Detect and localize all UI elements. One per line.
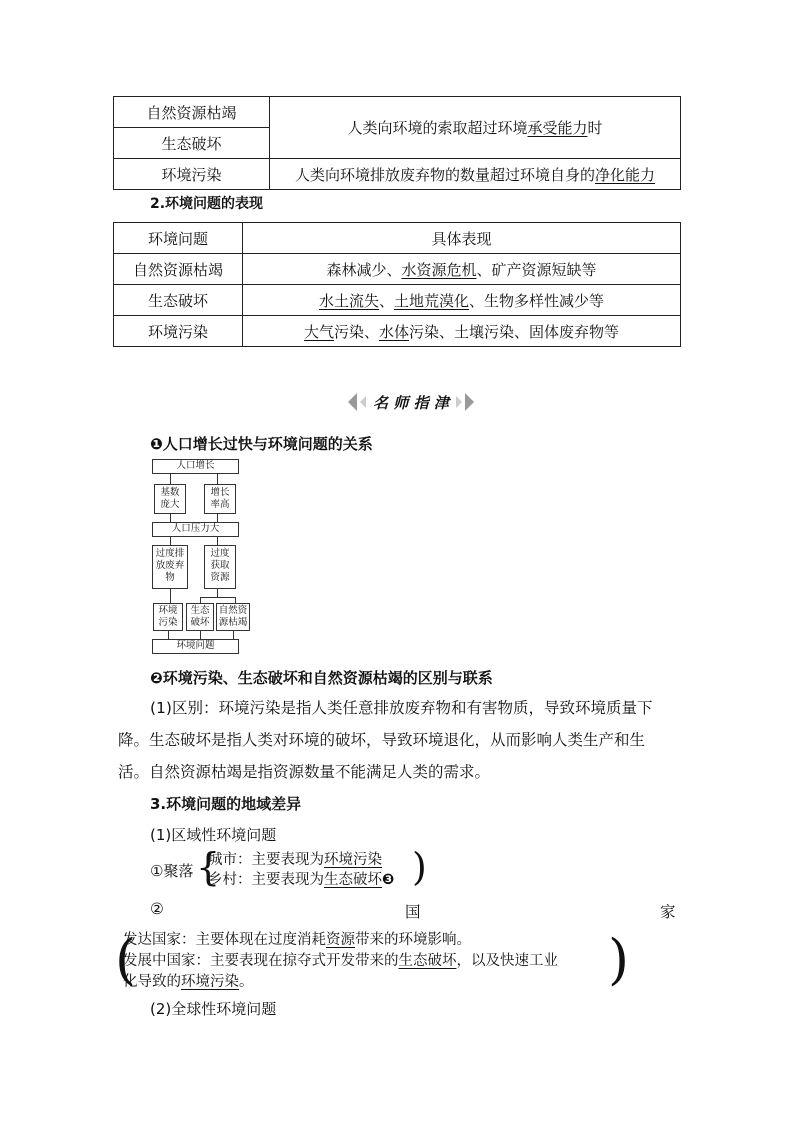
flow-box: 人口增长 [152,459,239,474]
underlined-text: 承受能力 [527,119,588,137]
subsection-title: (1)区域性环境问题 [150,826,277,844]
right-brace: ) [608,928,630,991]
flow-box: 自然资源枯竭 [216,603,250,631]
flow-box: 过度排放废弃物 [152,545,188,589]
section-title: 2.环境问题的表现 [150,196,264,212]
paragraph-line: (1)区别：环境污染是指人类任意排放废弃物和有害物质，导致环境质量下 [150,699,653,717]
country-list [123,930,558,993]
paragraph-line: 活。自然资源枯竭是指资源数量不能满足人类的需求。 [118,763,491,781]
table-cell: 自然资源枯竭 [114,97,270,128]
list-marker: ② [150,900,164,918]
cell-text: 时 [587,119,603,137]
paragraph-line: 降。生态破坏是指人类对环境的破坏，导致环境退化，从而影响人类生产和生 [118,731,646,749]
list-item: 乡村：主要表现为生态破坏❸ [208,872,395,888]
flow-box: 过度获取资源 [204,545,236,589]
settlement-label: ①聚落 [150,862,194,880]
section-banner [346,390,476,414]
table-cell: 生态破坏 [114,128,270,159]
flow-box: 环境问题 [152,639,239,654]
banner-title: 名 师 指 津 [373,394,449,412]
text-char: 家 [660,903,676,921]
list-item: 化导致的环境污染。 [123,974,254,990]
table-header: 具体表现 [243,223,681,254]
underlined-text: 净化能力 [595,165,656,184]
list-item: 发展中国家：主要表现在掠夺式开发带来的生态破坏，以及快速工业 [123,953,558,969]
table-cell: 生态破坏 [114,285,243,316]
table-header: 环境问题 [114,223,243,254]
manifestation-table [113,222,681,347]
flow-box: 人口压力大 [152,522,239,537]
right-brace: ) [412,845,427,889]
definition-table [113,96,681,190]
list-item: 城市：主要表现为环境污染 [208,852,382,868]
point-heading: ❶人口增长过快与环境问题的关系 [150,435,373,453]
table-cell [270,159,681,190]
table-cell: 大气污染、水体污染、土壤污染、固体废弃物等 [243,316,681,347]
table-cell: 环境污染 [114,316,243,347]
table-row [114,254,681,285]
table-cell [270,97,681,159]
table-cell: 森林减少、水资源危机、矿产资源短缺等 [243,254,681,285]
flow-box: 增长率高 [204,484,236,514]
flow-box: 生态破坏 [186,603,214,631]
table-cell: 自然资源枯竭 [114,254,243,285]
table-row [114,316,681,347]
flowchart [150,459,252,655]
cell-text: 人类向环境的索取超过环境 [347,119,528,137]
table-cell: 环境污染 [114,159,270,190]
left-brace: ( [115,928,137,991]
table-cell: 水土流失、土地荒漠化、生物多样性减少等 [243,285,681,316]
settlement-list [208,850,394,890]
table-row [114,285,681,316]
point-heading: ❷环境污染、生态破坏和自然资源枯竭的区别与联系 [150,669,493,687]
list-item: 发达国家：主要体现在过度消耗资源带来的环境影响。 [123,932,471,948]
section-title: 3.环境问题的地域差异 [150,795,302,813]
subsection-title: (2)全球性环境问题 [150,1000,277,1018]
flow-box: 基数庞大 [154,484,186,514]
cell-text: 人类向环境排放废弃物的数量超过环境自身的 [294,165,595,184]
flow-box: 环境污染 [153,603,183,631]
left-brace: { [196,845,221,889]
text-char: 国 [405,903,421,921]
